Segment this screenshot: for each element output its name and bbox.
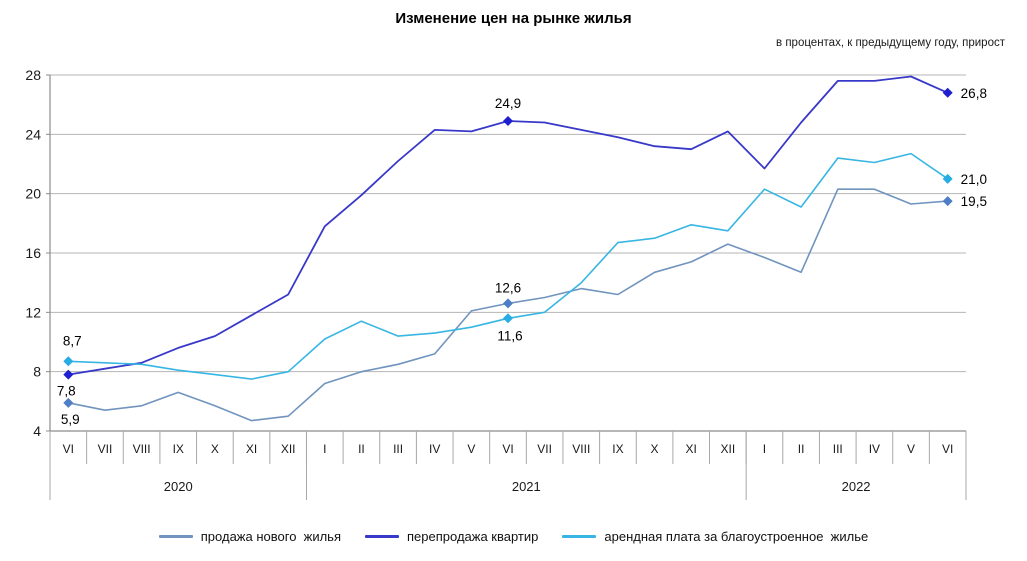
x-tick-label-month: VI [502,442,514,456]
y-axis-tick-label: 28 [25,67,41,83]
legend-item-new-housing-sales [159,529,341,544]
x-tick-label-month: IX [172,442,184,456]
series-marker-apartment-resale [503,116,513,126]
data-label: 8,7 [62,333,82,349]
series-marker-rent-comfortable-housing [63,356,73,366]
data-label: 11,6 [497,328,523,344]
y-axis-tick-label: 16 [25,245,41,261]
x-tick-label-month: IX [612,442,624,456]
x-tick-label-month: XII [720,442,736,456]
x-tick-label-month: IV [868,442,881,456]
data-label: 19,5 [960,194,987,210]
series-marker-apartment-resale [943,88,953,98]
data-label: 24,9 [494,95,522,111]
x-tick-label-month: II [797,442,805,456]
x-tick-label-month: III [393,442,404,456]
legend-label-rent-comfortable-housing: арендная плата за благоустроенное жилье [604,529,869,544]
x-tick-label-month: III [832,442,843,456]
x-tick-label-month: V [467,442,476,456]
y-axis-tick-label: 24 [25,126,41,143]
y-axis-tick-label: 12 [25,304,41,321]
x-tick-label-month: II [358,442,365,456]
legend-item-apartment-resale [365,529,538,544]
series-line-rent-comfortable-housing [68,154,947,380]
x-tick-label-month: VI [62,442,74,456]
data-label: 26,8 [960,85,987,101]
legend-label-new-housing-sales: продажа нового жилья [200,529,341,544]
data-label: 12,6 [494,280,522,296]
series-marker-rent-comfortable-housing [503,313,513,323]
series-marker-rent-comfortable-housing [943,174,953,184]
x-tick-label-month: XII [280,442,296,456]
x-tick-label-month: VIII [572,442,591,456]
x-tick-label-month: VII [97,442,113,456]
x-tick-label-month: V [907,442,916,456]
series-marker-new-housing-sales [503,298,513,308]
data-label: 21,0 [960,171,987,187]
data-label: 7,8 [56,383,76,399]
x-tick-label-month: VIII [132,442,151,456]
x-axis-year-label: 2021 [511,479,541,494]
legend-item-rent-comfortable-housing [562,529,868,544]
chart-title: Изменение цен на рынке жилья [395,10,632,27]
legend-swatch-apartment-resale [365,535,399,538]
x-tick-label-month: I [762,442,767,456]
chart-legend [0,529,1027,544]
x-tick-label-month: X [210,442,219,456]
x-axis-year-label: 2020 [163,479,193,494]
legend-swatch-rent-comfortable-housing [562,535,596,538]
x-tick-label-month: XI [245,442,258,456]
y-axis-tick-label: 8 [33,363,41,380]
legend-swatch-new-housing-sales [159,535,193,538]
data-label: 5,9 [60,411,80,427]
x-axis-year-label: 2022 [841,479,871,494]
legend-label-apartment-resale: перепродажа квартир [407,529,539,544]
chart-subtitle: в процентах, к предыдущему году, прирост [776,37,1005,49]
y-axis-tick-label: 4 [33,423,41,439]
x-tick-label-month: XI [685,442,697,456]
x-tick-label-month: VII [537,442,552,456]
x-tick-label-month: I [323,442,327,456]
series-marker-apartment-resale [63,370,73,380]
x-tick-label-month: X [650,442,659,456]
x-tick-label-month: IV [429,442,441,456]
series-marker-new-housing-sales [943,196,953,206]
y-axis-tick-label: 20 [25,185,41,202]
x-tick-label-month: VI [942,442,954,456]
series-marker-new-housing-sales [63,398,73,408]
